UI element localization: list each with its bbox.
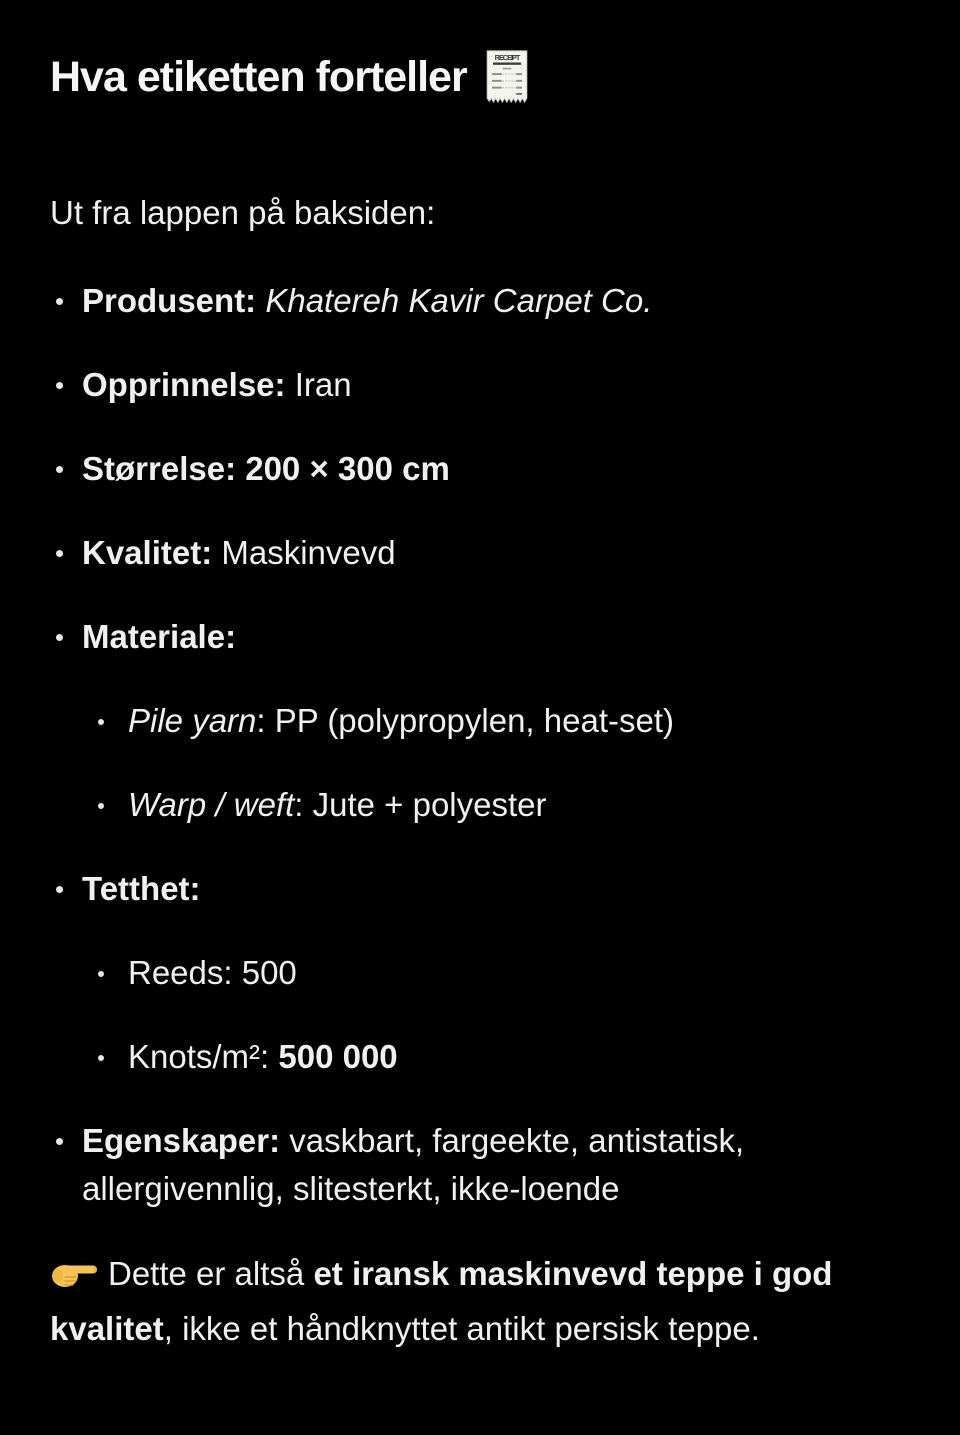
item-value: Khatereh Kavir Carpet Co. — [265, 282, 653, 319]
receipt-emoji — [485, 48, 529, 119]
list-item-knots — [96, 1033, 910, 1081]
item-label: Materiale: — [82, 618, 237, 655]
page-title-text: Hva etiketten forteller — [50, 53, 467, 101]
list-item-produsent — [50, 277, 910, 325]
item-value: : PP (polypropylen, heat-set) — [256, 702, 674, 739]
item-label: Størrelse: 200 × 300 cm — [82, 450, 450, 487]
bullet-dot — [56, 298, 63, 305]
item-value: Maskinvevd — [221, 534, 396, 571]
list-item-egenskaper — [50, 1117, 910, 1213]
bullet-dot — [98, 1055, 104, 1061]
list-item-tetthet — [50, 865, 910, 913]
label-details-list — [50, 277, 910, 1213]
page-title — [50, 50, 910, 119]
bullet-dot — [56, 382, 63, 389]
item-value: 500 000 — [278, 1038, 398, 1075]
item-label: Knots/m²: — [128, 1038, 279, 1075]
list-item-reeds — [96, 949, 910, 997]
bullet-dot — [98, 803, 104, 809]
item-label: Kvalitet: — [82, 534, 222, 571]
item-value: : Jute + polyester — [294, 786, 547, 823]
item-label: Tetthet: — [82, 870, 201, 907]
list-item-storrelse — [50, 445, 910, 493]
list-item-pile-yarn — [96, 697, 910, 745]
bullet-dot — [56, 1138, 63, 1145]
bullet-dot — [98, 971, 104, 977]
item-label: Egenskaper: — [82, 1122, 290, 1159]
bullet-dot — [56, 634, 63, 641]
conclusion-segment: Dette er altså — [108, 1255, 314, 1292]
list-item-kvalitet — [50, 529, 910, 577]
list-item-warp-weft — [96, 781, 910, 829]
bullet-dot — [56, 466, 63, 473]
item-label: Produsent: — [82, 282, 266, 319]
receipt-emoji-label: RECEIPT — [494, 53, 520, 63]
conclusion-text — [50, 1249, 910, 1354]
conclusion-segment-bold: et iransk maskinvevd teppe i god kvalitet — [50, 1255, 833, 1347]
item-label: Opprinnelse: — [82, 366, 295, 403]
bullet-dot — [56, 886, 63, 893]
item-value: vaskbart, fargeekte, antistatisk, allergivennlig, slitesterkt, ikke-loende — [82, 1122, 745, 1207]
list-item-materiale — [50, 613, 910, 661]
item-label: Pile yarn — [128, 702, 257, 739]
item-label: Warp / weft — [128, 786, 295, 823]
bullet-dot — [56, 550, 63, 557]
item-value: Iran — [294, 366, 352, 403]
bullet-dot — [98, 719, 104, 725]
intro-text: Ut fra lappen på baksiden: — [50, 194, 436, 231]
pointing-right-emoji — [50, 1254, 98, 1304]
item-value: Reeds: 500 — [128, 954, 297, 991]
list-item-opprinnelse — [50, 361, 910, 409]
conclusion-segment: , ikke et håndknyttet antikt persisk teppe. — [163, 1310, 760, 1347]
